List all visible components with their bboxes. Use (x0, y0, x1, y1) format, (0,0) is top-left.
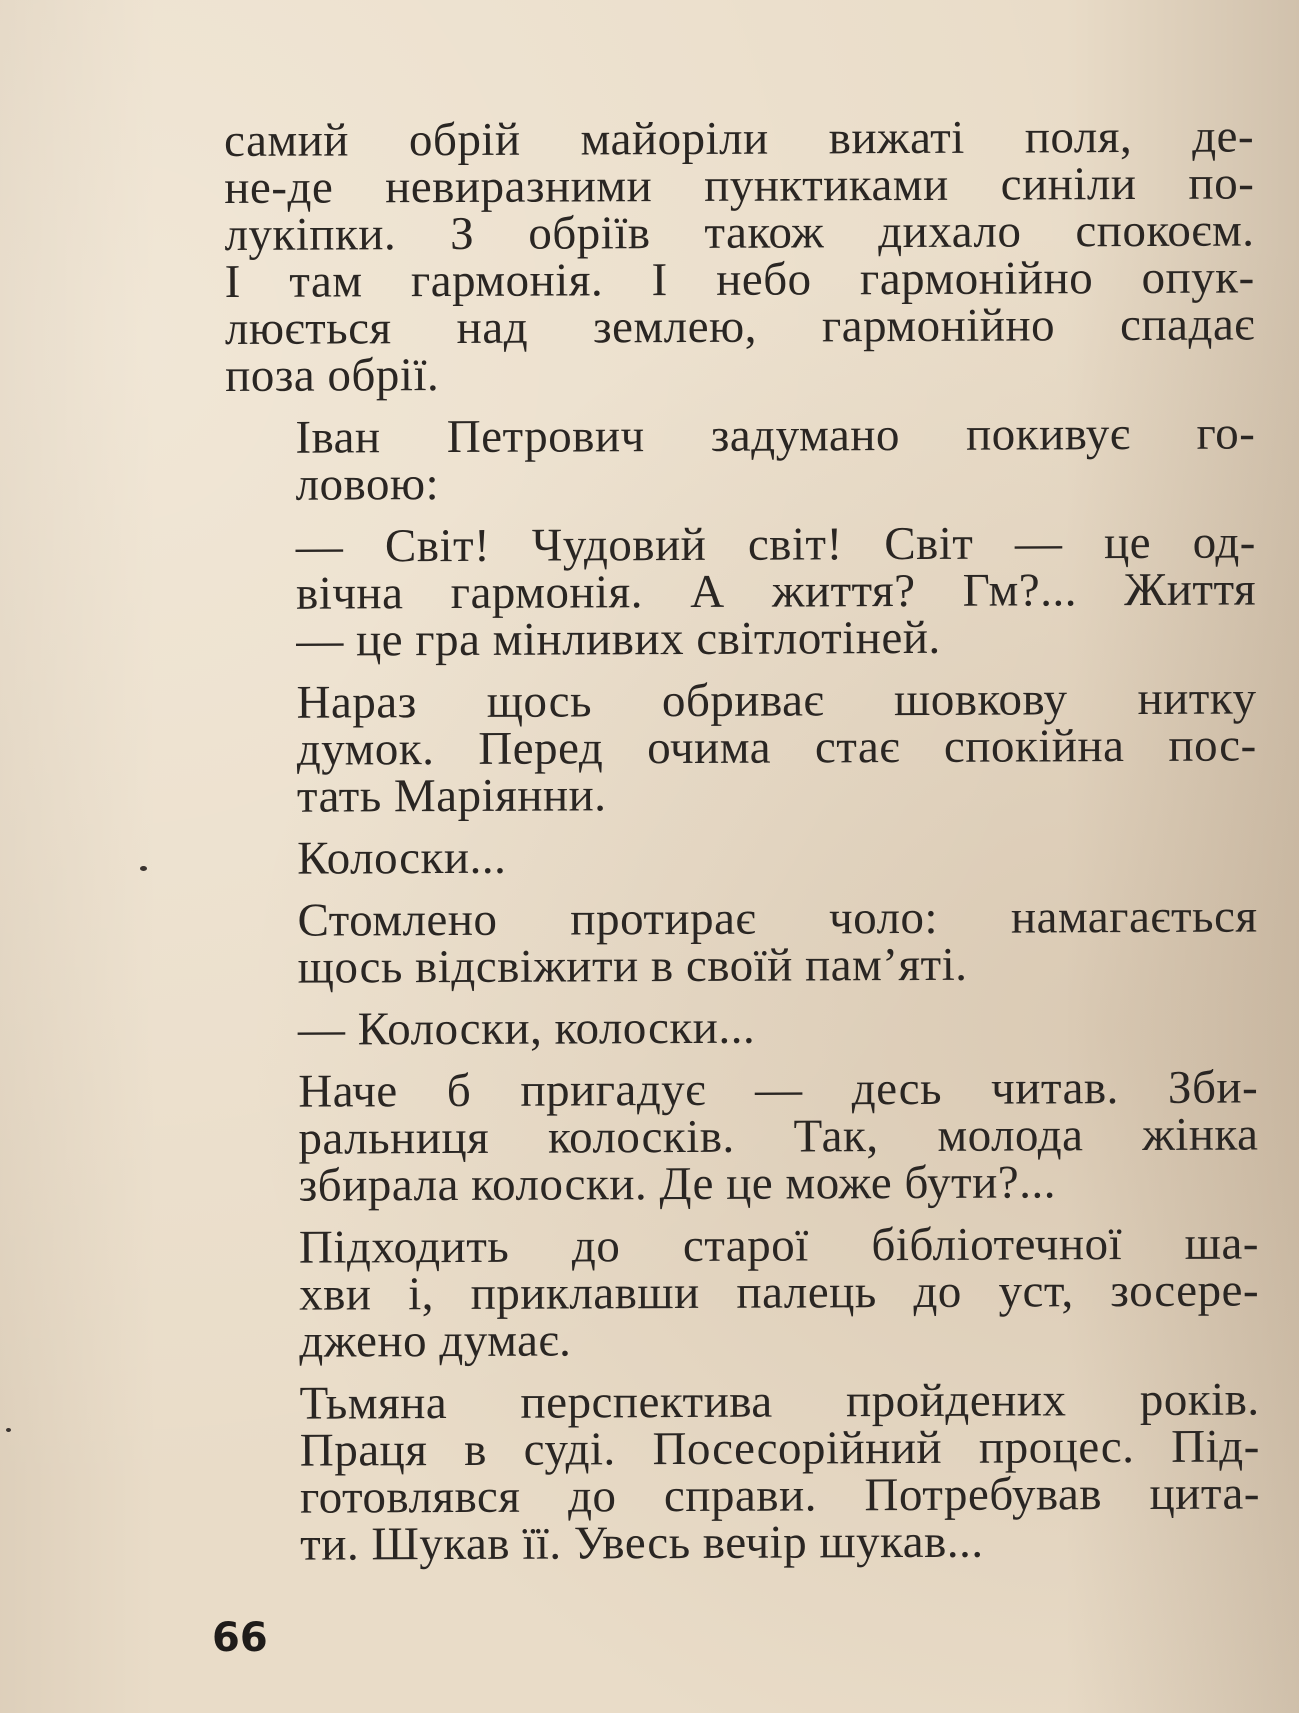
print-speck (6, 1428, 11, 1432)
text-line: Іван Петрович задумано покивує го- (295, 407, 1256, 464)
text-line: Праця в суді. Посесорійний процес. Під- (299, 1420, 1260, 1477)
paragraph (228, 1061, 1259, 1212)
paragraph (223, 110, 1256, 402)
text-line: ти. Шукав її. Увесь вечір шукав... (300, 1515, 984, 1571)
text-line: Колоски... (297, 831, 507, 885)
paragraph (227, 831, 1257, 885)
body-text (223, 110, 1261, 1584)
text-line: тать Маріянни. (296, 769, 607, 823)
paragraph (230, 1373, 1261, 1571)
text-line: джено думає. (299, 1314, 572, 1368)
text-line: Нараз щось обриває шовкову нитку (296, 672, 1257, 729)
text-line: ловою: (295, 458, 440, 511)
text-line: Тьмяна перспектива пройдених років. (299, 1373, 1260, 1430)
text-line: — це гра мінливих світлотіней. (296, 611, 941, 667)
paragraph (227, 890, 1258, 994)
text-line: не-де невиразними пунктиками синіли по- (224, 157, 1255, 214)
text-line: збирала колоски. Де це може бути?... (298, 1156, 1057, 1212)
paragraph (228, 1001, 1258, 1056)
text-line: Наче б пригадує — десь читав. Зби- (298, 1061, 1259, 1118)
text-line: — Колоски, колоски... (297, 1001, 756, 1056)
text-line: ральниця колосків. Так, молода жінка (298, 1108, 1259, 1165)
paragraph (225, 407, 1256, 511)
text-line: І там гармонія. І небо гармонійно опук- (224, 251, 1255, 308)
paragraph (229, 1217, 1260, 1368)
text-line: хви і, приклавши палець до уст, зосере- (299, 1264, 1260, 1321)
text-line: — Світ! Чудовий світ! Світ — це од- (295, 516, 1256, 573)
paragraph (226, 672, 1257, 823)
page-number: 66 (212, 1615, 268, 1661)
text-line: думок. Перед очима стає спокійна пос- (296, 719, 1257, 776)
print-speck (140, 866, 147, 871)
text-line: самий обрій майоріли вижаті поля, де- (223, 110, 1255, 167)
text-line: Підходить до старої бібліотечної ша- (298, 1217, 1260, 1274)
paragraph (226, 516, 1257, 667)
text-line: Стомлено протирає чоло: намагається (297, 890, 1258, 947)
text-line: вічна гармонія. А життя? Гм?... Життя (295, 563, 1257, 620)
text-line: лукіпки. З обріїв також дихало спокоєм. (224, 204, 1255, 261)
text-line: люється над землею, гармонійно спадає (224, 298, 1256, 355)
text-line: готовлявся до справи. Потребував цита- (299, 1467, 1261, 1524)
text-line: поза обрії. (225, 349, 440, 402)
text-line: щось відсвіжити в своїй пам’яті. (297, 938, 968, 994)
